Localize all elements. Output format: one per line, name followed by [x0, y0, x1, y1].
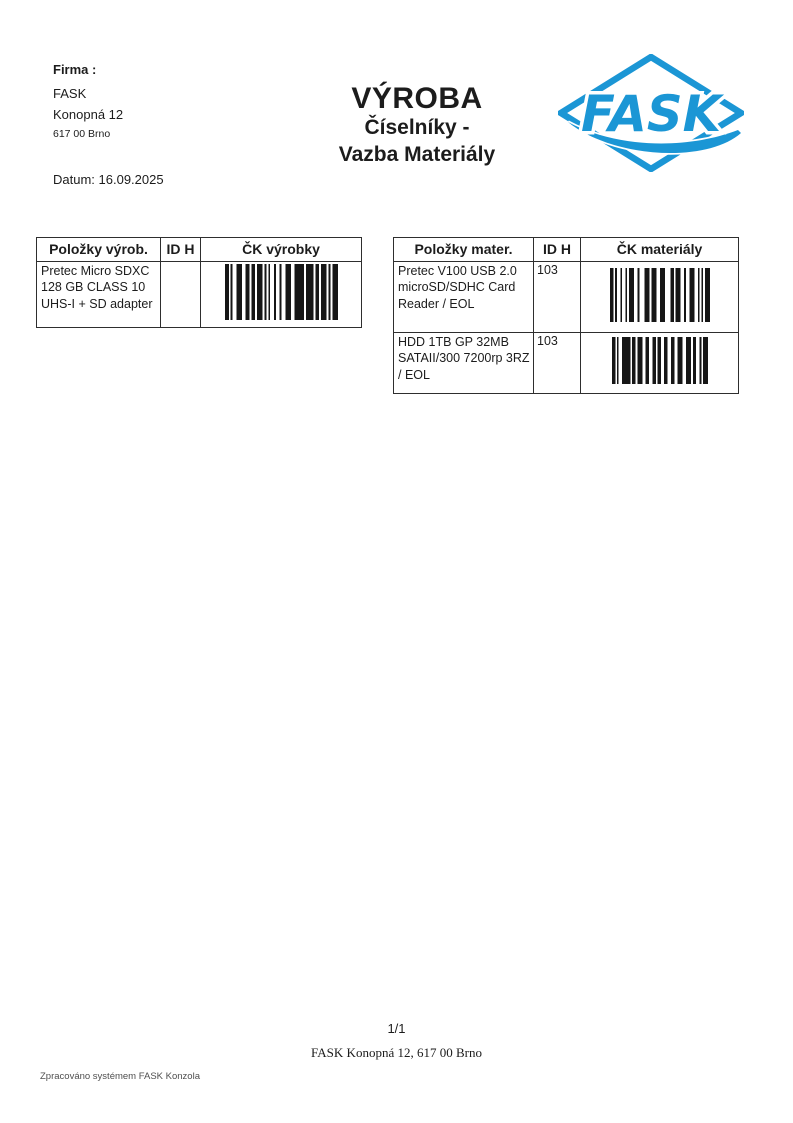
material-id-h: 103 — [534, 333, 581, 394]
logo-text: FASK — [581, 85, 725, 143]
title-line-3: Vazba Materiály — [338, 142, 496, 166]
barcode-icon — [610, 268, 710, 322]
product-name: Pretec Micro SDXC 128 GB CLASS 10 UHS-I + SD adapter — [37, 262, 161, 328]
company-street: Konopná 12 — [53, 107, 124, 122]
materials-header-row — [394, 238, 739, 262]
company-city: 617 00 Brno — [53, 128, 111, 140]
material-name: Pretec V100 USB 2.0 microSD/SDHC Card Reader / EOL — [394, 262, 534, 333]
table-row — [37, 262, 362, 328]
title-line-2: Číselníky - — [364, 116, 470, 139]
products-header-barcode: ČK výrobky — [201, 238, 362, 262]
materials-table — [393, 237, 739, 394]
company-block — [53, 62, 123, 140]
table-row — [394, 262, 739, 333]
products-header-row — [37, 238, 362, 262]
barcode-icon — [612, 337, 708, 384]
processed-by-note: Zpracováno systémem FASK Konzola — [40, 1071, 200, 1082]
table-row — [394, 333, 739, 394]
materials-header-barcode: ČK materiály — [581, 238, 739, 262]
fask-logo — [558, 54, 744, 172]
material-id-h: 103 — [534, 262, 581, 333]
report-date: Datum: 16.09.2025 — [53, 172, 164, 187]
barcode-icon — [225, 264, 338, 320]
product-id-h — [161, 262, 201, 328]
products-header-name: Položky výrob. — [37, 238, 161, 262]
firma-label: Firma : — [53, 62, 97, 77]
materials-header-idh: ID H — [534, 238, 581, 262]
fask-logo-icon — [558, 54, 744, 172]
title-line-1: VÝROBA — [351, 82, 483, 115]
report-title — [272, 82, 562, 169]
products-header-idh: ID H — [161, 238, 201, 262]
company-name: FASK — [53, 86, 87, 101]
materials-header-name: Položky mater. — [394, 238, 534, 262]
material-name: HDD 1TB GP 32MB SATAII/300 7200rp 3RZ / EOL — [394, 333, 534, 394]
page-number: 1/1 — [387, 1021, 406, 1036]
footer-address: FASK Konopná 12, 617 00 Brno — [311, 1045, 482, 1060]
products-table — [36, 237, 362, 328]
